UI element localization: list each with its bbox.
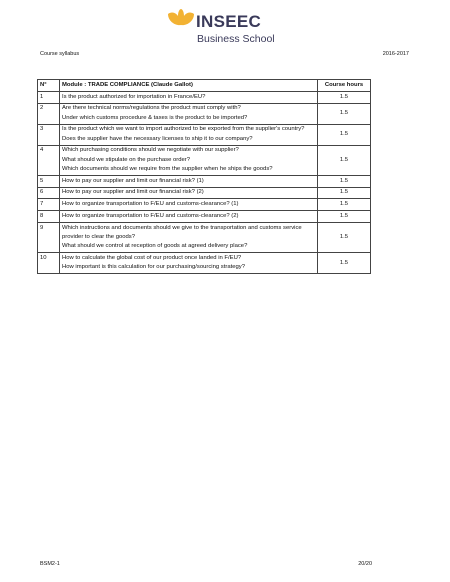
table-row	[38, 211, 371, 223]
column-header-module: Module : TRADE COMPLIANCE (Claude Gallot)	[60, 80, 318, 92]
row-module-questions	[60, 211, 318, 223]
module-question: What should we control at reception of goods at agreed delivery place?	[62, 243, 248, 250]
module-question: Does the supplier have the necessary licenses to ship it to our company?	[62, 135, 253, 142]
table-row	[38, 187, 371, 199]
table-header-row	[38, 80, 371, 92]
row-module-questions	[60, 199, 318, 211]
table-row	[38, 91, 371, 103]
module-question: Which documents should we require from the supplier when he ships the goods?	[62, 165, 273, 172]
logo-subtitle: Business School	[197, 33, 275, 45]
row-course-hours: 1.5	[318, 187, 371, 199]
row-number: 7	[38, 199, 60, 211]
module-question: Which purchasing conditions should we negotiate with our supplier?	[62, 147, 239, 154]
row-number: 8	[38, 211, 60, 223]
table-row	[38, 222, 371, 252]
row-course-hours: 1.5	[318, 211, 371, 223]
module-question: Are there technical norms/regulations the product must comply with?	[62, 105, 241, 112]
row-course-hours: 1.5	[318, 91, 371, 103]
module-question: How to pay our supplier and limit our financial risk? (1)	[62, 177, 204, 184]
module-question: Is the product authorized for importation in France/EU?	[62, 93, 206, 100]
row-course-hours: 1.5	[318, 124, 371, 145]
module-question: Which instructions and documents should we give to the transportation and customs service provider to clear the goods?	[62, 224, 302, 240]
row-course-hours: 1.5	[318, 175, 371, 187]
row-course-hours: 1.5	[318, 145, 371, 175]
table-row	[38, 103, 371, 124]
footer-page-number: 20/20	[358, 561, 372, 567]
header-year: 2016-2017	[382, 51, 409, 57]
module-question: Under which customs procedure & taxes is the product to be imported?	[62, 114, 248, 121]
module-question: What should we stipulate on the purchase order?	[62, 156, 191, 163]
table-row	[38, 124, 371, 145]
row-module-questions	[60, 175, 318, 187]
syllabus-table	[37, 79, 371, 274]
row-course-hours: 1.5	[318, 199, 371, 211]
module-question: How to calculate the global cost of our product once landed in F/EU?	[62, 254, 242, 261]
module-question: How to pay our supplier and limit our financial risk? (2)	[62, 189, 204, 196]
module-question: How important is this calculation for our purchasing/sourcing strategy?	[62, 264, 246, 271]
ginkgo-leaf-icon	[166, 7, 196, 37]
module-question: How to organize transportation to F/EU and customs-clearance? (2)	[62, 212, 239, 219]
row-module-questions	[60, 91, 318, 103]
row-number: 9	[38, 222, 60, 252]
row-course-hours: 1.5	[318, 253, 371, 274]
module-question: Is the product which we want to import authorized to be exported from the supplier's country?	[62, 126, 305, 133]
module-question: How to organize transportation to F/EU and customs-clearance? (1)	[62, 201, 239, 208]
row-number: 5	[38, 175, 60, 187]
row-module-questions	[60, 187, 318, 199]
row-course-hours: 1.5	[318, 103, 371, 124]
column-header-hours: Course hours	[318, 80, 371, 92]
footer-code: BSM2-1	[40, 561, 60, 567]
row-module-questions	[60, 103, 318, 124]
row-module-questions	[60, 253, 318, 274]
row-number: 3	[38, 124, 60, 145]
column-header-number: N°	[38, 80, 60, 92]
inseec-logo	[166, 6, 286, 50]
row-number: 6	[38, 187, 60, 199]
row-module-questions	[60, 145, 318, 175]
table-row	[38, 253, 371, 274]
row-course-hours: 1.5	[318, 222, 371, 252]
table-row	[38, 199, 371, 211]
logo-name: INSEEC	[196, 12, 262, 31]
row-number: 10	[38, 253, 60, 274]
row-number: 4	[38, 145, 60, 175]
row-number: 1	[38, 91, 60, 103]
table-row	[38, 145, 371, 175]
table-row	[38, 175, 371, 187]
row-module-questions	[60, 124, 318, 145]
row-module-questions	[60, 222, 318, 252]
row-number: 2	[38, 103, 60, 124]
header-course-syllabus: Course syllabus	[40, 51, 80, 57]
